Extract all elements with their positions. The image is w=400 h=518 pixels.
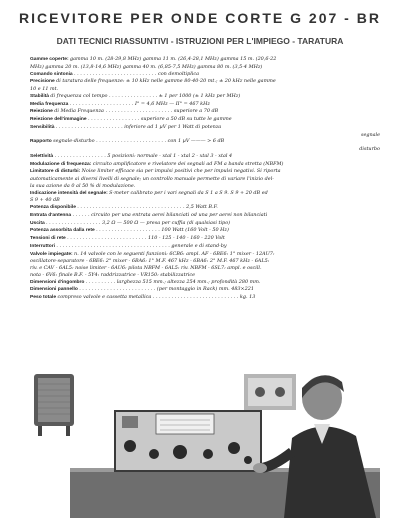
- spec-row: [30, 294, 380, 302]
- spec-value: nota - 6V6: finale B.F. - 5Y4: raddrizzatrice - VR150: stabilizzatrice: [30, 271, 196, 278]
- spec-row: [30, 132, 380, 139]
- spec-row: [30, 190, 380, 198]
- spec-label: Stabilità: [30, 93, 51, 99]
- spec-row: [30, 116, 380, 124]
- spec-label: Dimensioni pannello: [30, 287, 80, 293]
- spec-value: . . . . . . . . . . . . . . . . . . . . . . inferiore ad 1 µV per 1 Watt di potenza: [55, 123, 222, 130]
- spec-label: Reiezione dell'immagine: [30, 117, 88, 122]
- spec-label: Indicazione intensità del segnale:: [30, 190, 110, 196]
- spec-value: . . . . . . . . . . larghezza 515 mm.; altezza 254 mm.; profondità 280 mm.: [85, 278, 261, 285]
- spec-value: . . . . . . . . . . . . . . . . . . . . . 100 Watt (160 Volt - 50 Hz): [96, 227, 229, 234]
- spec-row: [30, 265, 380, 272]
- spec-value: segnale: [360, 131, 380, 138]
- spec-label: Sensibilità: [30, 124, 56, 130]
- spec-row: [30, 286, 380, 294]
- spec-label: Dimensioni d'ingombro: [30, 279, 86, 285]
- spec-value: . . . . . . . . . . . . . . . . . 5 posizioni: normale - xtal 1 - xtal 2 - xtal 3 - xtal 4: [54, 152, 233, 159]
- spec-value: . . . . . . . . . . . . . . . . . superiore a 50 dB su tutte le gamme: [87, 116, 232, 122]
- spec-row: [30, 161, 380, 169]
- spec-row: [30, 279, 380, 287]
- spec-label: Selettività: [30, 153, 55, 159]
- spec-value: 10 e 11 mt.: [30, 86, 59, 92]
- spec-value: . . . . . . . . . . . . . . . . . . . . . . . . . (per montaggio in Rack) mm. 483×221: [79, 286, 254, 293]
- spec-label: Precisione: [30, 79, 57, 85]
- spec-label: Limitatore di disturbi:: [30, 169, 82, 175]
- spec-value: . . . . . . . . . . . . . . . . . . 3,2 Ω — 500 Ω — presa per cuffia (di qualsiasi tipo): [46, 219, 231, 226]
- spec-row: [30, 168, 380, 176]
- spec-label: Gamme coperte:: [30, 57, 70, 62]
- spec-row: [30, 64, 380, 71]
- spec-row: [30, 235, 380, 243]
- spec-row: [30, 272, 380, 279]
- spec-value: di frequenza col tempo . . . . . . . . . . . . . . . . ± 1 per 1000 (± 1 kHz per MHz): [50, 92, 241, 99]
- spec-value: disturbo: [359, 146, 380, 152]
- spec-row: [30, 258, 380, 265]
- spec-row: [30, 78, 380, 86]
- page-title: RICEVITORE PER ONDE CORTE G 207 - BR: [19, 10, 381, 26]
- spec-value: automaticamente ai diversi livelli di segnale; un controllo manuale permette di variare l'inizio del-: [30, 176, 274, 182]
- spec-value: Noise limiter efficace sia per impulsi positivi che per impulsi negativi. Si riporta: [81, 168, 281, 175]
- receiver-unit: [114, 410, 262, 472]
- spec-value: circuito amplificatore e rivelatore dei segnali ad FM a banda stretta (NBFM): [92, 160, 284, 167]
- spec-row: [30, 183, 380, 190]
- page-subtitle: DATI TECNICI RIASSUNTIVI - ISTRUZIONI PER L'IMPIEGO - TARATURA: [56, 36, 344, 46]
- spec-row: [30, 251, 380, 259]
- spec-row: [30, 243, 380, 251]
- spec-value: . . . . . . . . . . . . . . . . . . . . . I° = 4,6 MHz — II° = 467 kHz: [69, 100, 210, 107]
- spec-value: la sua azione da 0 al 50 % di modulazione.: [30, 182, 136, 189]
- spec-value: . . . . . . . . . . . . . . . . . . . . . . . . . . 110 - 125 - 140 - 160 - 220 Volt: [67, 235, 225, 241]
- spec-row: [30, 71, 380, 79]
- spec-value: compreso valvole e cassetta metallica . . . . . . . . . . . . . . . . . . . . . . . . . . . . kg. 13: [57, 294, 256, 300]
- spec-row: [30, 220, 380, 228]
- spec-label: Valvole impiegate:: [30, 251, 75, 257]
- spec-row: [30, 86, 380, 93]
- spec-row: [30, 197, 380, 204]
- spec-value: di Media Frequenza . . . . . . . . . . . . . . . . . . . . . . superiore a 70 dB: [54, 108, 219, 115]
- spec-label: Tensioni di rete: [30, 236, 68, 241]
- spec-label: Modulazione di frequenza:: [30, 161, 93, 167]
- spec-row: [30, 146, 380, 153]
- spec-value: . . . . . . circuito per una entrata aerei bilanciati od una per aerei non bilanciati: [72, 211, 268, 218]
- spec-label: Reiezione: [30, 109, 55, 115]
- spec-row: [30, 204, 380, 212]
- spec-value: S-meter calibrato per i vari segnali da S 1 a S 9. S 9 + 20 dB ed: [109, 189, 268, 196]
- spec-row: [30, 101, 380, 109]
- spec-list: [30, 56, 380, 302]
- receiver-photo: [30, 352, 380, 518]
- spec-value: . . . . . . . . . . . . . . . . . . . . . . . . . . . . . . . . . . . 2,5 Watt B.F.: [77, 204, 218, 210]
- spec-row: [30, 227, 380, 235]
- spec-label: Uscita: [30, 220, 47, 226]
- spec-row: [30, 138, 380, 146]
- spec-value: di taratura delle frequenze: ± 10 kHz nelle gamme 80-40-20 mt.; ± 20 kHz nelle gamme: [56, 78, 276, 85]
- spec-value: gamma 10 m. (28-29,8 MHz) gamma 11 m. (26,4-28,1 MHz) gamma 15 m. (20,6-22: [69, 56, 277, 62]
- spec-label: Media frequenza: [30, 101, 70, 107]
- spec-value: S 9 + 40 dB: [30, 197, 60, 204]
- spec-value: MHz) gamma 20 m. (13,8-14,6 MHz) gamma 40 m. (6,85-7,5 MHz) gamma 80 m. (3,5-4 MHz): [30, 63, 263, 70]
- spec-value: . . . . . . . . . . . . . . . . . . . . . . . . . . . con demoltiplica: [74, 70, 199, 77]
- spec-row: [30, 93, 380, 101]
- spec-row: [30, 124, 380, 132]
- spec-value: segnale-disturbo . . . . . . . . . . . . . . . . . . . . . . . con 1 µV ——— > 6 dB: [53, 138, 225, 145]
- spec-row: [30, 176, 380, 183]
- spec-label: Potenza disponibile: [30, 205, 78, 210]
- spec-value: riv. e CAV - 6AL5: noise limiter - 6AU6: pilota NBFM - 6AL5: riv. NBFM - 6SL7: ampl. e oscill.: [30, 265, 262, 271]
- spec-label: Potenza assorbita dalla rete: [30, 228, 97, 234]
- spec-value: . . . . . . . . . . . . . . . . . . . . . . . . . . . . . . . . . . . . . generale e di stand-by: [56, 242, 227, 249]
- spec-row: [30, 56, 380, 64]
- spec-label: Rapporto: [30, 139, 54, 145]
- spec-label: Interruttori: [30, 243, 57, 249]
- spec-value: n. 14 valvole con le seguenti funzioni: 6CB6: ampl. AF - 6BE6: 1° mixer - 12AU7:: [74, 250, 275, 257]
- spec-label: Entrata d'antenna: [30, 212, 73, 218]
- spec-row: [30, 108, 380, 116]
- spec-label: Peso totale: [30, 295, 58, 300]
- spec-row: [30, 153, 380, 161]
- spec-value: oscillatore-separatore - 6BE6: 2° mixer - 6BA6: 1° M.F. 467 kHz - 6BA6: 2° M.F. 467 kHz - 6AL5:: [30, 258, 270, 265]
- spec-label: Comando sintonia: [30, 71, 75, 77]
- spec-row: [30, 212, 380, 220]
